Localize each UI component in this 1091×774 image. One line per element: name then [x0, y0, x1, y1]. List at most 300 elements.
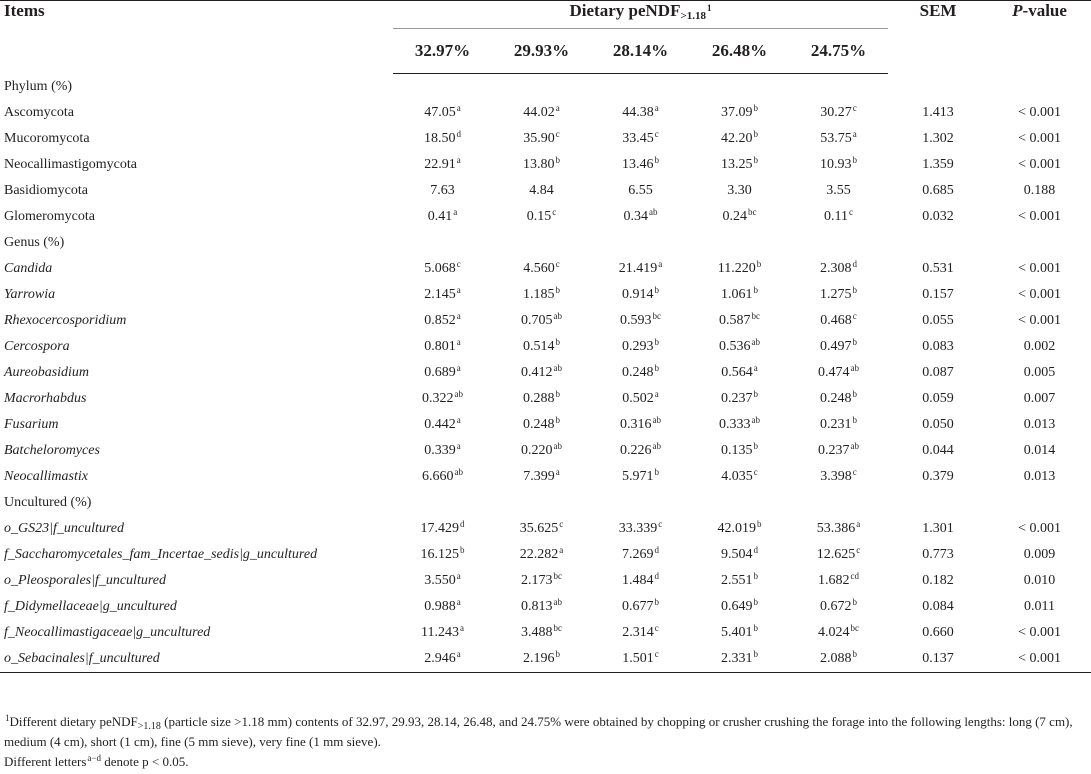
value: 0.24 — [722, 209, 747, 224]
significance-letter: b — [753, 155, 758, 165]
significance-letter: c — [753, 467, 758, 477]
significance-letter: c — [852, 311, 857, 321]
value-cell — [591, 308, 690, 334]
value: 9.504 — [721, 547, 753, 562]
significance-letter: a — [856, 519, 861, 529]
significance-letter: b — [460, 545, 465, 555]
row-label: Neocallimastigomycota — [4, 157, 137, 172]
significance-letter: c — [456, 259, 461, 269]
value-cell — [789, 100, 888, 126]
value: 2.308 — [820, 261, 852, 276]
significance-letter: b — [757, 519, 762, 529]
value-cell — [789, 620, 888, 646]
table-row — [0, 568, 1091, 594]
significance-letter: c — [555, 259, 560, 269]
significance-letter: b — [852, 285, 858, 295]
sem-cell: 0.032 — [922, 209, 954, 224]
value: 0.288 — [523, 391, 555, 406]
significance-letter: b — [756, 259, 762, 269]
value-cell — [690, 256, 789, 282]
value-cell — [393, 620, 492, 646]
value: 0.412 — [521, 365, 553, 380]
value-cell — [393, 542, 492, 568]
significance-letter: c — [654, 129, 659, 139]
p-value-cell: 0.014 — [1023, 443, 1056, 458]
significance-letter: b — [753, 129, 758, 139]
value-cell — [492, 308, 591, 334]
value: 0.689 — [424, 365, 456, 380]
value: 3.55 — [826, 183, 851, 198]
significance-letter: b — [753, 623, 758, 633]
value: 44.02 — [523, 105, 555, 120]
value-cell — [393, 204, 492, 230]
value-cell — [393, 126, 492, 152]
significance-letter: ab — [652, 415, 661, 425]
significance-letter: c — [552, 207, 557, 217]
value-cell — [591, 100, 690, 126]
value-cell — [789, 308, 888, 334]
value: 13.25 — [721, 157, 753, 172]
significance-letter: a — [654, 103, 659, 113]
value: 0.813 — [521, 599, 553, 614]
row-label: f_Neocallimastigaceae|g_uncultured — [4, 625, 211, 640]
section-row — [0, 230, 1091, 256]
value-cell — [591, 464, 690, 490]
value: 0.672 — [820, 599, 852, 614]
value: 0.41 — [427, 209, 453, 224]
value-cell — [690, 126, 789, 152]
significance-letter: c — [654, 649, 659, 659]
p-value-cell: < 0.001 — [988, 646, 1091, 673]
value-cell — [690, 152, 789, 178]
significance-letter: a — [456, 597, 461, 607]
significance-letter: bc — [751, 311, 760, 321]
row-label: Mucoromycota — [4, 131, 90, 146]
significance-letter: c — [658, 519, 663, 529]
significance-letter: b — [555, 415, 560, 425]
table-row — [0, 438, 1091, 464]
value-cell — [591, 204, 690, 230]
value-cell — [789, 542, 888, 568]
value-cell — [789, 204, 888, 230]
value-cell — [690, 594, 789, 620]
significance-letter: b — [852, 597, 858, 607]
value-cell — [393, 178, 492, 204]
value: 6.55 — [628, 183, 653, 198]
value-cell — [492, 438, 591, 464]
significance-letter: b — [852, 415, 858, 425]
value: 7.63 — [430, 183, 455, 198]
items-header: Items — [0, 1, 393, 74]
value: 0.852 — [424, 313, 456, 328]
value-cell — [591, 438, 690, 464]
row-label: Neocallimastix — [4, 469, 88, 484]
value-cell — [492, 568, 591, 594]
value: 0.34 — [623, 209, 648, 224]
significance-letter: c — [654, 623, 659, 633]
value: 1.185 — [523, 287, 555, 302]
value: 0.339 — [424, 443, 456, 458]
sem-cell: 0.084 — [922, 599, 954, 614]
footnote-2: Different letters$^{a-d}$ denote p < 0.05. — [4, 753, 189, 769]
value: 0.801 — [424, 339, 456, 354]
value-cell — [789, 360, 888, 386]
sem-cell: 1.413 — [922, 105, 954, 120]
table-row — [0, 594, 1091, 620]
value-cell — [393, 516, 492, 542]
value-cell — [690, 438, 789, 464]
value: 1.682 — [818, 573, 850, 588]
value-cell — [690, 282, 789, 308]
significance-letter: a — [456, 363, 461, 373]
value: 0.677 — [622, 599, 654, 614]
p-value-cell: 0.009 — [1023, 547, 1056, 562]
section-title: Uncultured (%) — [4, 495, 92, 510]
significance-letter: b — [852, 649, 858, 659]
value: 47.05 — [424, 105, 456, 120]
value-cell — [492, 100, 591, 126]
significance-letter: d — [456, 129, 461, 139]
p-value-cell: 0.013 — [1023, 469, 1056, 484]
value: 0.293 — [622, 339, 654, 354]
value: 1.275 — [820, 287, 852, 302]
significance-letter: ab — [454, 389, 463, 399]
value: 4.024 — [818, 625, 850, 640]
significance-letter: ab — [652, 441, 661, 451]
value-cell — [393, 568, 492, 594]
table-row — [0, 412, 1091, 438]
value: 1.501 — [622, 651, 654, 666]
dietary-pendf-header — [393, 1, 888, 30]
significance-letter: a — [456, 285, 461, 295]
significance-letter: c — [852, 103, 857, 113]
value: 0.248 — [820, 391, 852, 406]
value-cell — [393, 438, 492, 464]
table-row — [0, 100, 1091, 126]
value-cell — [591, 516, 690, 542]
value-cell — [492, 542, 591, 568]
level-header: 24.75% — [789, 29, 888, 74]
significance-letter: a — [456, 311, 461, 321]
value: 22.91 — [424, 157, 456, 172]
value-cell — [789, 594, 888, 620]
value-cell — [393, 282, 492, 308]
sem-cell: 1.302 — [922, 131, 954, 146]
sem-cell: 0.379 — [922, 469, 954, 484]
section-row — [0, 490, 1091, 516]
value: 0.237 — [721, 391, 753, 406]
value-cell — [393, 386, 492, 412]
value-cell — [591, 568, 690, 594]
value: 1.484 — [622, 573, 654, 588]
value: 53.75 — [820, 131, 852, 146]
table-row — [0, 282, 1091, 308]
significance-letter: c — [559, 519, 564, 529]
significance-letter: a — [654, 389, 659, 399]
significance-letter: c — [555, 129, 560, 139]
sem-cell: 0.685 — [922, 183, 954, 198]
significance-letter: ab — [751, 337, 760, 347]
value: 4.035 — [721, 469, 753, 484]
level-header: 29.93% — [492, 29, 591, 74]
significance-letter: b — [555, 337, 560, 347]
value-cell — [591, 334, 690, 360]
sem-cell: 0.773 — [922, 547, 954, 562]
significance-letter: ab — [553, 363, 562, 373]
row-label: Ascomycota — [4, 105, 74, 120]
value-cell — [690, 516, 789, 542]
p-value-cell: < 0.001 — [1018, 105, 1061, 120]
table-row — [0, 646, 1091, 673]
p-value-cell: 0.002 — [1023, 339, 1056, 354]
value-cell — [492, 516, 591, 542]
value: 0.248 — [523, 417, 555, 432]
value: 0.237 — [818, 443, 850, 458]
value-cell — [690, 542, 789, 568]
value: 0.649 — [721, 599, 753, 614]
value: 2.145 — [424, 287, 456, 302]
value: 5.068 — [424, 261, 456, 276]
value: 10.93 — [820, 157, 852, 172]
value: 2.196 — [523, 651, 555, 666]
significance-letter: a — [456, 415, 461, 425]
p-value-header: P-value — [988, 1, 1091, 74]
value-cell — [591, 594, 690, 620]
value-cell — [789, 334, 888, 360]
row-label: Fusarium — [4, 417, 59, 432]
table-footnotes — [4, 712, 1087, 772]
value: 0.442 — [424, 417, 456, 432]
table-body — [0, 74, 1091, 673]
p-value-cell: < 0.001 — [1018, 157, 1061, 172]
value: 0.536 — [719, 339, 751, 354]
significance-letter: a — [456, 337, 461, 347]
value-cell — [393, 100, 492, 126]
p-value-cell: 0.011 — [1024, 599, 1056, 614]
significance-letter: a — [456, 155, 461, 165]
value: 7.399 — [523, 469, 555, 484]
significance-letter: b — [654, 363, 659, 373]
value-cell — [690, 204, 789, 230]
value: 33.45 — [622, 131, 654, 146]
value-cell — [492, 620, 591, 646]
significance-letter: b — [555, 285, 560, 295]
value: 0.502 — [622, 391, 654, 406]
significance-letter: b — [555, 649, 560, 659]
p-value-cell: < 0.001 — [1018, 521, 1061, 536]
value-cell — [492, 256, 591, 282]
value: 22.282 — [519, 547, 559, 562]
value-cell — [393, 464, 492, 490]
value: 35.90 — [523, 131, 555, 146]
significance-letter: ab — [553, 441, 562, 451]
value-cell — [690, 464, 789, 490]
value: 3.550 — [424, 573, 456, 588]
significance-letter: a — [852, 129, 857, 139]
value-cell — [789, 152, 888, 178]
value: 17.429 — [420, 521, 459, 536]
value: 11.220 — [717, 261, 756, 276]
value-cell — [591, 282, 690, 308]
significance-letter: b — [753, 285, 758, 295]
table-row — [0, 178, 1091, 204]
significance-letter: b — [753, 103, 758, 113]
significance-letter: bc — [553, 623, 562, 633]
value-cell — [789, 516, 888, 542]
value-cell — [393, 152, 492, 178]
value-cell — [690, 178, 789, 204]
value: 3.30 — [727, 183, 752, 198]
value-cell — [591, 646, 690, 673]
value: 5.971 — [622, 469, 654, 484]
p-value-cell: 0.005 — [1023, 365, 1056, 380]
significance-letter: a — [459, 623, 464, 633]
table-row — [0, 516, 1091, 542]
value: 2.946 — [424, 651, 456, 666]
value-cell — [690, 412, 789, 438]
row-label: Candida — [4, 261, 53, 276]
significance-letter: b — [654, 285, 659, 295]
sem-cell: 0.059 — [922, 391, 954, 406]
value-cell — [492, 646, 591, 673]
value: 3.398 — [820, 469, 852, 484]
p-value-cell: < 0.001 — [1018, 261, 1061, 276]
value: 0.497 — [820, 339, 852, 354]
significance-letter: d — [753, 545, 758, 555]
significance-letter: b — [555, 155, 560, 165]
value: 4.560 — [523, 261, 555, 276]
row-label: Batcheloromyces — [4, 443, 100, 458]
value-cell — [492, 464, 591, 490]
value: 0.468 — [820, 313, 852, 328]
value-cell — [492, 126, 591, 152]
value: 2.314 — [622, 625, 654, 640]
value-cell — [789, 646, 888, 673]
table-row — [0, 464, 1091, 490]
value: 0.220 — [521, 443, 553, 458]
sem-cell: 0.044 — [922, 443, 954, 458]
row-label: Aureobasidium — [4, 365, 90, 380]
value: 33.339 — [618, 521, 658, 536]
significance-letter: ab — [850, 441, 860, 451]
significance-letter: b — [753, 389, 758, 399]
significance-letter: bc — [553, 571, 562, 581]
value: 2.173 — [521, 573, 553, 588]
value: 0.474 — [818, 365, 850, 380]
significance-letter: bc — [850, 623, 860, 633]
value: 2.551 — [721, 573, 753, 588]
sem-cell: 0.087 — [922, 365, 954, 380]
value-cell — [690, 568, 789, 594]
table-row — [0, 620, 1091, 646]
significance-letter: b — [753, 571, 758, 581]
value-cell — [591, 126, 690, 152]
table-row — [0, 360, 1091, 386]
table-row — [0, 542, 1091, 568]
sem-cell: 0.660 — [922, 625, 954, 640]
significance-letter: a — [456, 103, 461, 113]
group-label: Dietary peNDF — [569, 1, 681, 20]
significance-letter: d — [654, 545, 659, 555]
value: 18.50 — [424, 131, 456, 146]
value: 44.38 — [622, 105, 654, 120]
value-cell — [789, 178, 888, 204]
value-cell — [393, 594, 492, 620]
value: 4.84 — [529, 183, 554, 198]
sem-header: SEM — [888, 1, 988, 74]
value: 2.331 — [721, 651, 753, 666]
significance-letter: b — [852, 389, 858, 399]
group-sup: 1 — [707, 3, 712, 13]
value: 1.061 — [721, 287, 753, 302]
significance-letter: d — [852, 259, 858, 269]
significance-letter: ab — [553, 311, 562, 321]
p-value-cell: < 0.001 — [1018, 131, 1061, 146]
value-cell — [591, 178, 690, 204]
value: 37.09 — [721, 105, 753, 120]
value-cell — [690, 360, 789, 386]
group-sub: >1.18 — [680, 10, 706, 22]
significance-letter: a — [753, 363, 758, 373]
value-cell — [789, 438, 888, 464]
value-cell — [492, 334, 591, 360]
table-row — [0, 386, 1091, 412]
value-cell — [591, 542, 690, 568]
p-value-cell: 0.188 — [1023, 183, 1056, 198]
value: 0.231 — [820, 417, 852, 432]
value: 0.593 — [620, 313, 652, 328]
value: 0.564 — [721, 365, 753, 380]
value: 12.625 — [816, 547, 856, 562]
significance-letter: c — [852, 467, 857, 477]
row-label: Rhexocercosporidium — [4, 313, 127, 328]
value-cell — [492, 412, 591, 438]
section-row — [0, 74, 1091, 101]
value-cell — [393, 308, 492, 334]
value: 0.135 — [721, 443, 753, 458]
section-title: Genus (%) — [4, 235, 65, 250]
level-header: 26.48% — [690, 29, 789, 74]
value-cell — [690, 386, 789, 412]
value-cell — [789, 126, 888, 152]
significance-letter: b — [753, 597, 758, 607]
row-label: f_Saccharomycetales_fam_Incertae_sedis|g_uncultured — [4, 547, 318, 562]
table-row — [0, 204, 1091, 230]
p-value-cell: < 0.001 — [1018, 625, 1061, 640]
value: 0.587 — [719, 313, 751, 328]
significance-letter: ab — [751, 415, 760, 425]
value-cell — [393, 360, 492, 386]
value-cell — [591, 386, 690, 412]
significance-letter: b — [654, 597, 659, 607]
value: 21.419 — [618, 261, 658, 276]
section-title: Phylum (%) — [4, 79, 73, 94]
p-value-cell: 0.013 — [1023, 417, 1056, 432]
value-cell — [789, 464, 888, 490]
value: 0.248 — [622, 365, 654, 380]
significance-letter: a — [456, 571, 461, 581]
value: 0.316 — [620, 417, 652, 432]
value: 11.243 — [421, 625, 459, 640]
sem-cell: 0.050 — [922, 417, 954, 432]
row-label: Cercospora — [4, 339, 70, 354]
value: 2.088 — [820, 651, 852, 666]
value-cell — [492, 204, 591, 230]
row-label: o_Pleosporales|f_uncultured — [4, 573, 166, 588]
row-label: Glomeromycota — [4, 209, 95, 224]
value-cell — [492, 360, 591, 386]
significance-letter: a — [555, 103, 560, 113]
